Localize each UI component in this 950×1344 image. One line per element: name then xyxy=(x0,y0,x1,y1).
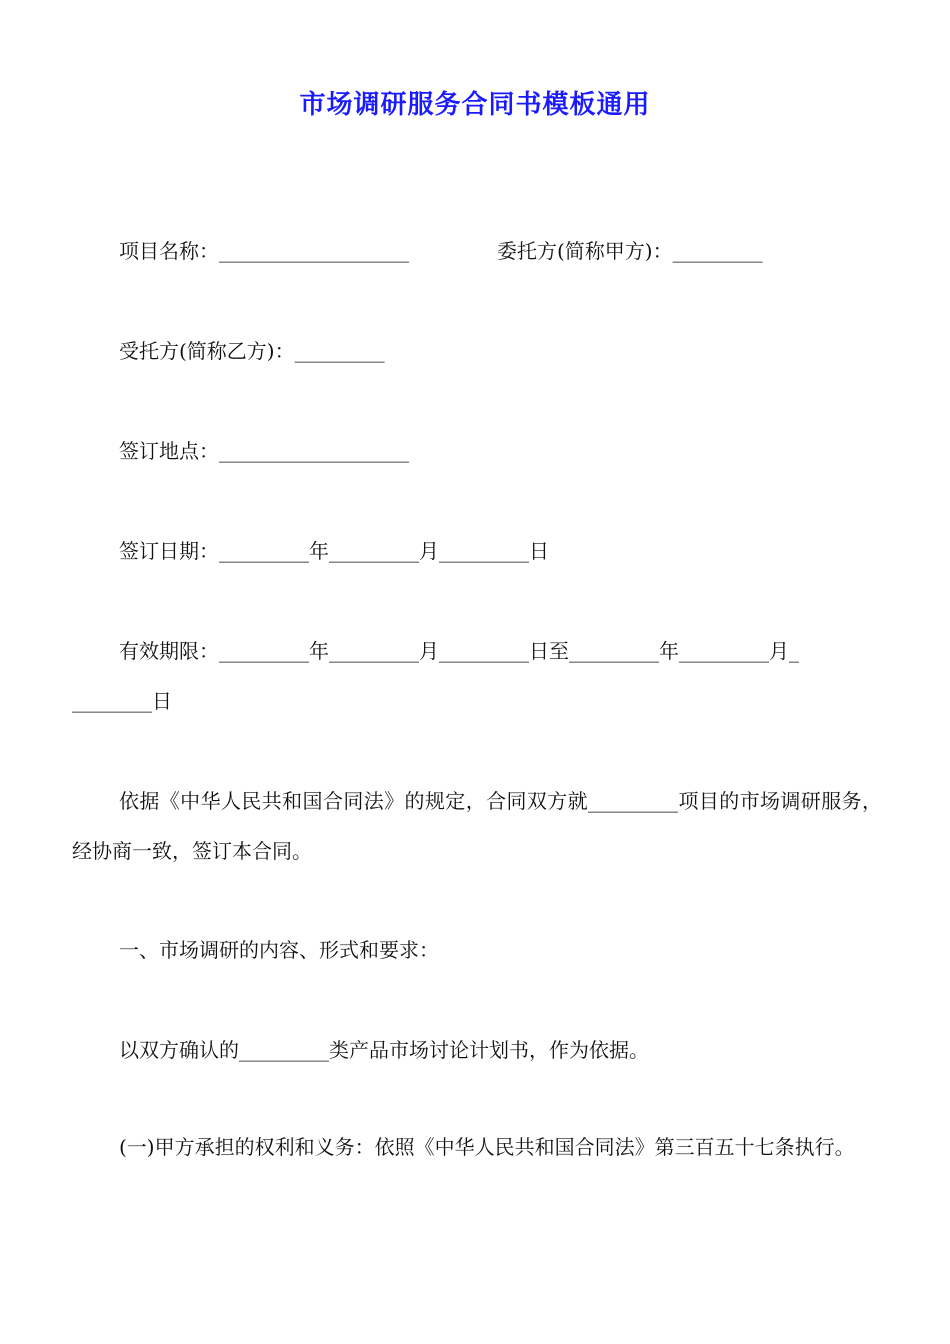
sign-date-field: 签订日期：_________年_________月_________日 xyxy=(119,539,549,563)
party-a-rights-paragraph: (一)甲方承担的权利和义务：依照《中华人民共和国合同法》第三百五十七条执行。 xyxy=(119,1135,855,1159)
section-1-text: 以双方确认的_________类产品市场讨论计划书，作为依据。 xyxy=(119,1038,649,1062)
validity-field-line1: 有效期限：_________年_________月_________日至_________年_________月_ xyxy=(119,639,799,663)
validity-field-line2: ________日 xyxy=(72,689,172,713)
sign-place-field: 签订地点：___________________ xyxy=(119,439,409,463)
intro-paragraph: 依据《中华人民共和国合同法》的规定，合同双方就_________项目的市场调研服务，经协商一致，签订本合同。 xyxy=(72,789,882,863)
section-1-heading: 一、市场调研的内容、形式和要求： xyxy=(119,938,439,962)
document-title: 市场调研服务合同书模板通用 xyxy=(299,90,651,120)
project-name-field: 项目名称：___________________ xyxy=(119,239,409,263)
client-field: 委托方(简称甲方)：_________ xyxy=(497,239,763,263)
contractor-field: 受托方(简称乙方)：_________ xyxy=(119,339,385,363)
